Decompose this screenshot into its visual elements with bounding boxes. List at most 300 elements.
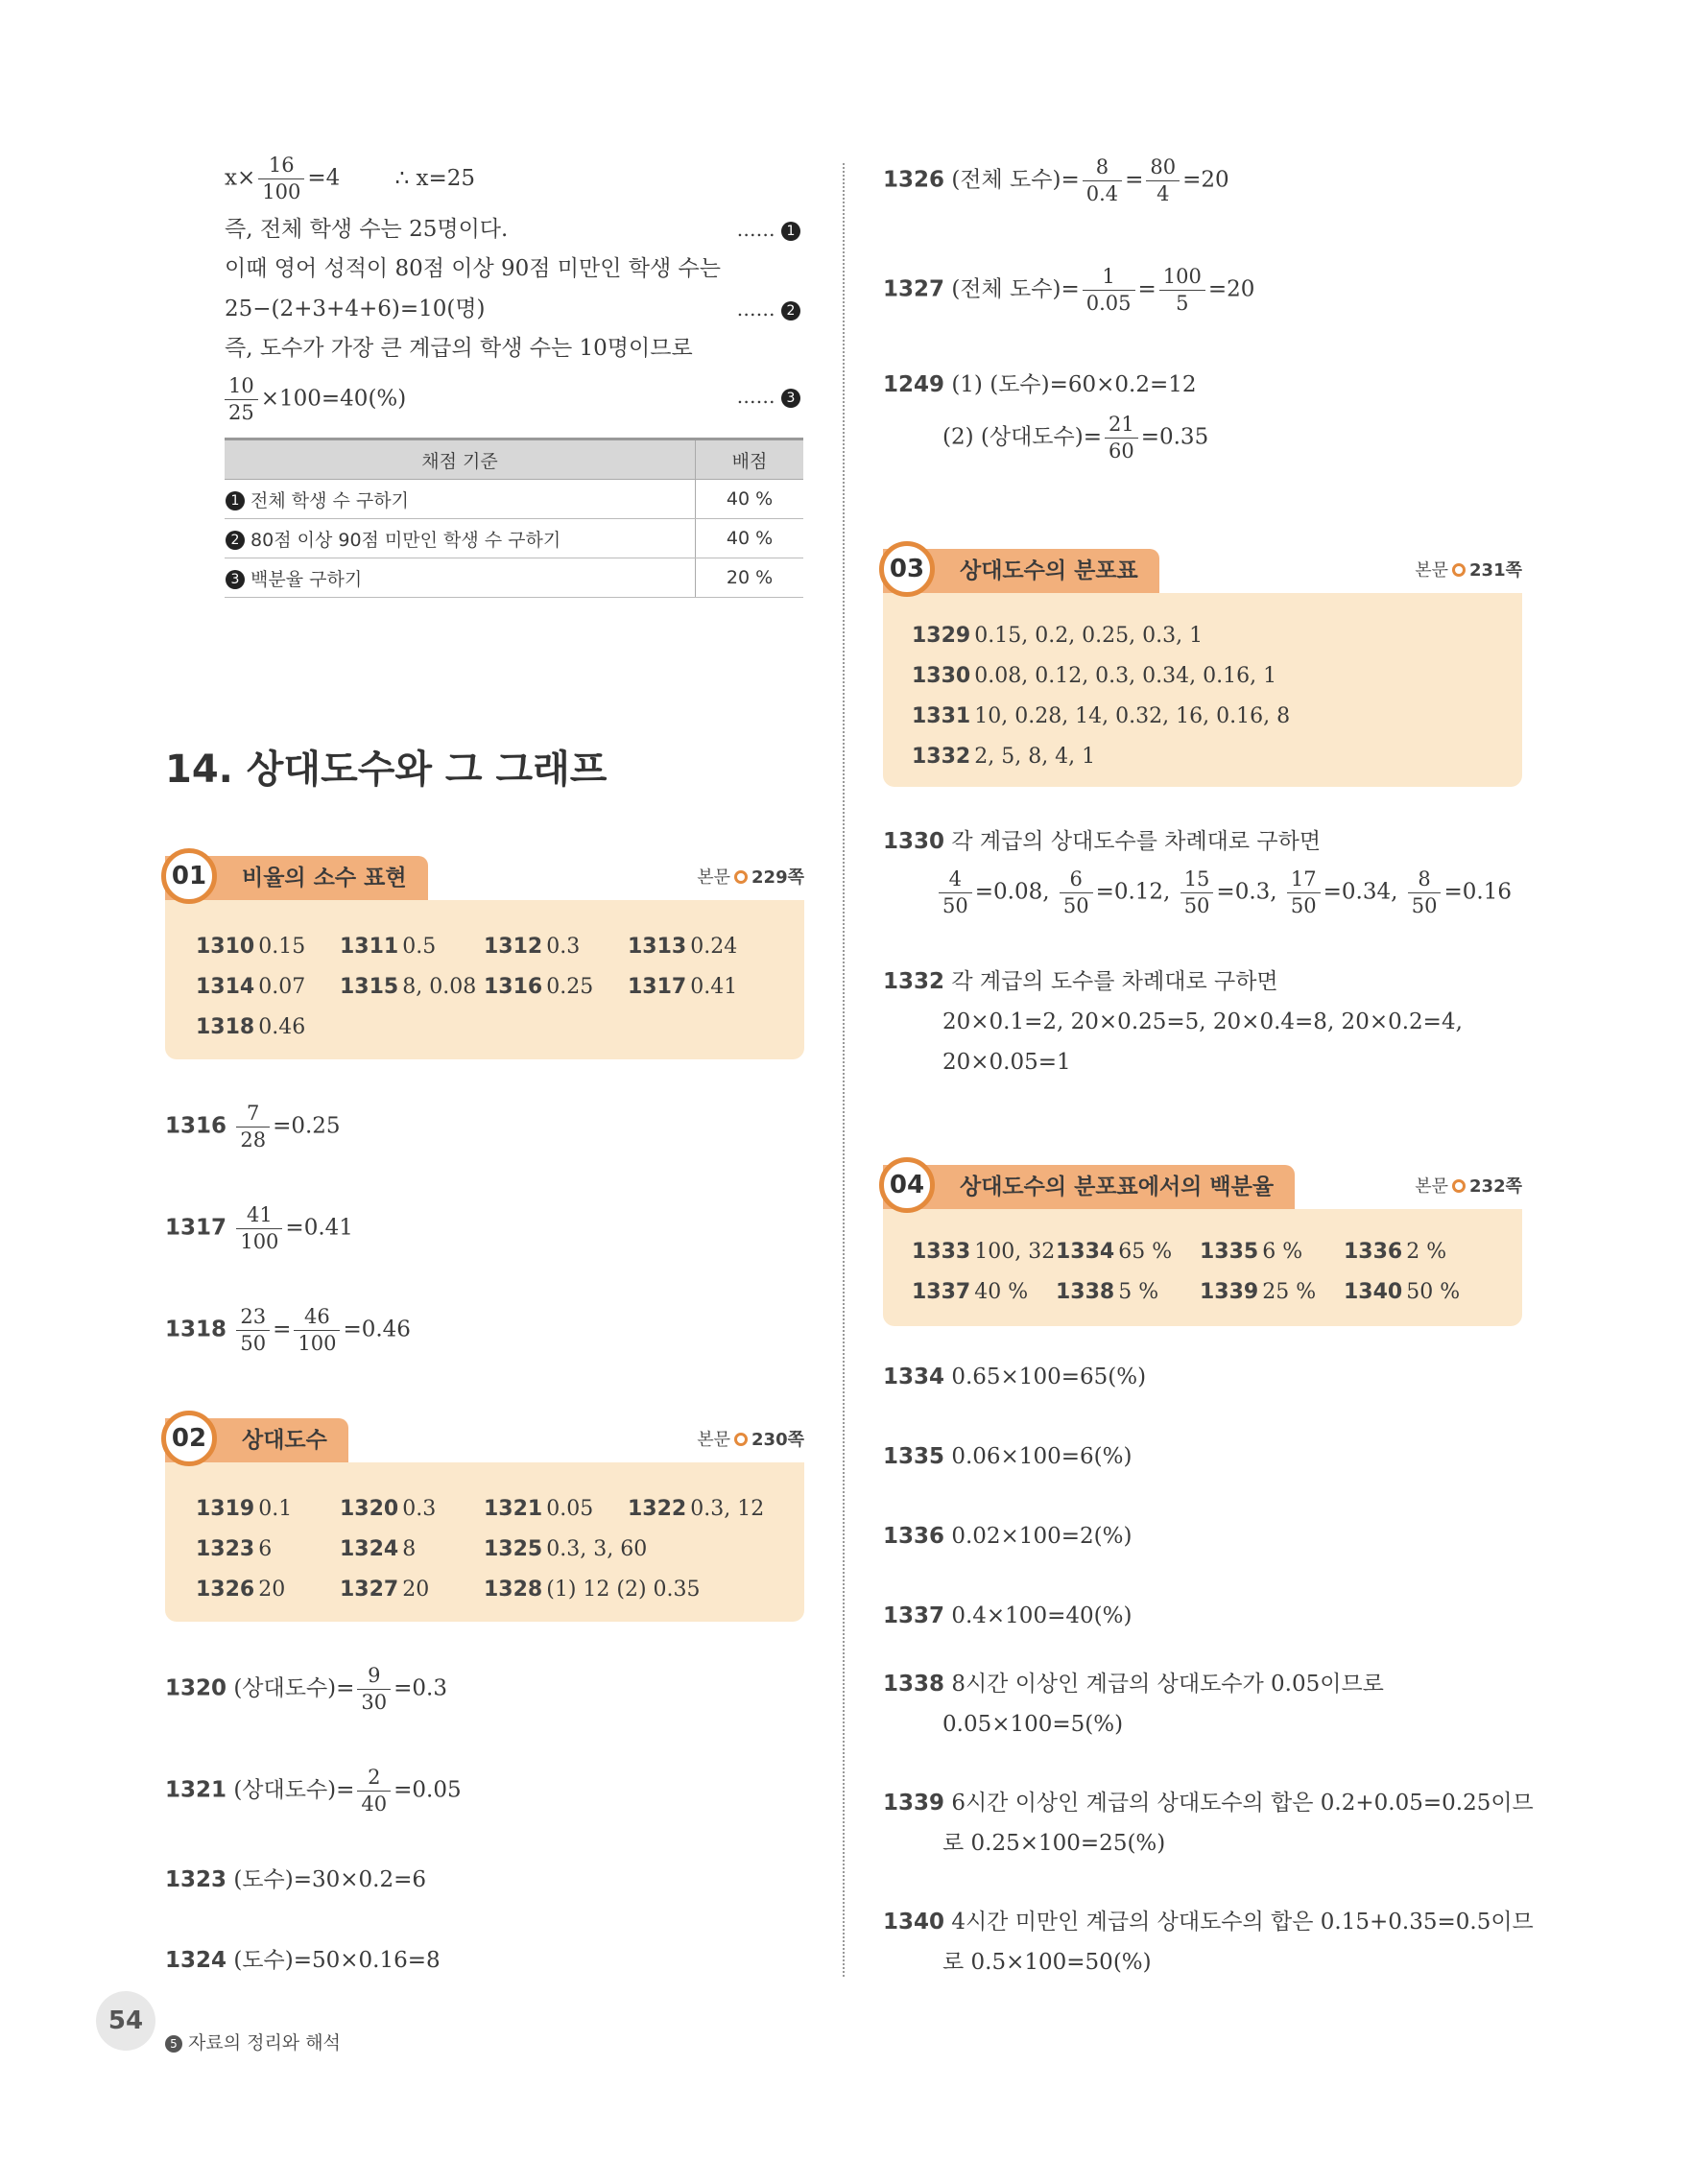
answer-value: 100, 32 xyxy=(974,1240,1056,1264)
answer-item xyxy=(484,1497,593,1521)
problem-number: 1316 xyxy=(484,975,543,999)
answer-item xyxy=(912,704,1290,728)
fraction xyxy=(1083,157,1122,204)
answer-value: 8 xyxy=(402,1537,417,1561)
problem-number: 1310 xyxy=(196,935,255,959)
answer-item xyxy=(912,664,1276,688)
page-reference xyxy=(697,1426,804,1451)
answer-value: 20 xyxy=(402,1578,430,1602)
answer-value: 0.46 xyxy=(258,1015,306,1039)
answer-value: 0.24 xyxy=(690,935,738,959)
expr: =0.3 xyxy=(393,1675,448,1701)
section-title: 상대도수 xyxy=(165,1418,348,1462)
ref-label: 본문 xyxy=(1415,560,1449,581)
solution-1338 xyxy=(883,1664,1384,1704)
answer-value: 0.25 xyxy=(546,975,594,999)
section-badge: 01 xyxy=(161,848,217,904)
answer-value: 0.3 xyxy=(402,1497,437,1521)
section-badge: 03 xyxy=(879,541,935,597)
solution-1323 xyxy=(165,1860,426,1900)
expr: = xyxy=(273,1317,292,1342)
section-title: 상대도수의 분포표에서의 백분율 xyxy=(883,1165,1295,1209)
problem-number: 1311 xyxy=(340,935,399,959)
answer-value: 0.07 xyxy=(258,975,306,999)
denominator: 50 xyxy=(1290,894,1317,917)
page-reference xyxy=(1415,557,1522,582)
page-reference xyxy=(697,864,804,889)
criterion: 전체 학생 수 구하기 xyxy=(250,489,409,511)
answer-value: 0.1 xyxy=(258,1497,293,1521)
fraction xyxy=(1287,869,1321,916)
expr: =0.34, xyxy=(1323,879,1398,905)
solution-1317 xyxy=(165,1205,353,1252)
denominator: 50 xyxy=(240,1332,267,1355)
answer-value: 25 % xyxy=(1262,1280,1317,1304)
answer-item xyxy=(196,1537,272,1561)
expr: 로 0.5×100=50(%) xyxy=(942,1950,1152,1975)
problem-number: 1317 xyxy=(165,1215,227,1241)
points: 40 % xyxy=(696,480,804,519)
table-row xyxy=(225,519,803,558)
numerator: 100 xyxy=(1159,267,1205,291)
ref-label: 본문 xyxy=(1415,1176,1449,1197)
problem-number: 1315 xyxy=(340,975,399,999)
answer-value: 10, 0.28, 14, 0.32, 16, 0.16, 8 xyxy=(974,704,1291,728)
answer-item xyxy=(484,975,593,999)
column-divider xyxy=(843,163,845,1977)
arrow-icon xyxy=(1452,1179,1466,1193)
solution-1321 xyxy=(165,1768,462,1815)
page-reference xyxy=(1415,1173,1522,1198)
solution-line xyxy=(225,249,721,289)
text: 25−(2+3+4+6)=10(명) xyxy=(225,297,486,321)
denominator: 5 xyxy=(1176,292,1189,315)
problem-number: 1316 xyxy=(165,1113,227,1139)
dots: …… xyxy=(736,385,775,408)
expr: =4 xyxy=(307,165,341,191)
expr: (도수)=50×0.16=8 xyxy=(233,1948,441,1973)
answer-item xyxy=(912,1240,1055,1264)
text: 8시간 이상인 계급의 상대도수가 0.05이므로 xyxy=(951,1672,1384,1697)
answer-box xyxy=(883,1209,1522,1326)
problem-number: 1326 xyxy=(883,167,945,193)
denominator: 4 xyxy=(1156,182,1170,205)
points: 20 % xyxy=(696,558,804,598)
text: 4시간 미만인 계급의 상대도수의 합은 0.15+0.35=0.5이므 xyxy=(951,1910,1534,1935)
fraction xyxy=(357,1666,391,1713)
fraction xyxy=(1060,869,1093,916)
answer-item xyxy=(340,935,436,959)
expr: ∴ x=25 xyxy=(394,165,476,191)
answer-value: 0.3, 12 xyxy=(690,1497,765,1521)
answer-item xyxy=(912,1280,1028,1304)
solution-1249-part2 xyxy=(942,415,1208,462)
ref-page: 230쪽 xyxy=(751,1430,804,1450)
fraction xyxy=(294,1307,340,1354)
dots: …… xyxy=(736,297,775,320)
solution-line xyxy=(225,209,800,249)
problem-number: 1313 xyxy=(628,935,687,959)
expr: = xyxy=(1137,276,1156,302)
problem-number: 1340 xyxy=(1344,1280,1403,1304)
numerator: 23 xyxy=(236,1307,270,1331)
numerator: 16 xyxy=(258,155,304,179)
problem-number: 1312 xyxy=(484,935,543,959)
problem-number: 1333 xyxy=(912,1240,971,1264)
answer-item xyxy=(484,1578,701,1602)
problem-number: 1324 xyxy=(340,1537,399,1561)
fraction xyxy=(258,155,304,202)
numerator: 15 xyxy=(1180,869,1214,893)
problem-number: 1332 xyxy=(912,745,971,769)
section-badge: 04 xyxy=(879,1157,935,1213)
expr: =0.16 xyxy=(1443,879,1512,905)
answer-item xyxy=(628,1497,764,1521)
numerator: 80 xyxy=(1146,157,1180,181)
text: 이때 영어 성적이 80점 이상 90점 미만인 학생 수는 xyxy=(225,256,721,281)
points: 40 % xyxy=(696,519,804,558)
problem-number: 1320 xyxy=(165,1675,227,1701)
problem-number: 1328 xyxy=(484,1578,543,1602)
problem-number: 1338 xyxy=(1056,1280,1115,1304)
expr: (상대도수)= xyxy=(233,1777,355,1803)
solution-1324 xyxy=(165,1940,441,1981)
problem-number: 1321 xyxy=(484,1497,543,1521)
criterion: 80점 이상 90점 미만인 학생 수 구하기 xyxy=(250,529,561,551)
solution-1332-line2 xyxy=(942,1002,1463,1042)
answer-item xyxy=(1344,1240,1446,1264)
problem-number: 1317 xyxy=(628,975,687,999)
answer-item xyxy=(340,1497,436,1521)
mark-2-icon: 2 xyxy=(226,531,245,550)
numerator: 41 xyxy=(236,1205,282,1229)
solution-1334 xyxy=(883,1357,1146,1397)
solution-1339-line2 xyxy=(942,1823,1165,1864)
criterion: 백분율 구하기 xyxy=(250,568,363,590)
numerator: 7 xyxy=(236,1104,270,1128)
solution-line xyxy=(225,376,800,423)
numerator: 10 xyxy=(225,376,258,400)
solution-1327 xyxy=(883,267,1254,314)
answer-value: 0.41 xyxy=(690,975,738,999)
answer-value: 20 xyxy=(258,1578,286,1602)
answer-value: 65 % xyxy=(1118,1240,1173,1264)
numerator: 2 xyxy=(357,1768,391,1792)
solution-1337 xyxy=(883,1596,1132,1636)
section-title: 상대도수의 분포표 xyxy=(883,549,1159,593)
answer-value: 0.05 xyxy=(546,1497,594,1521)
problem-number: 1337 xyxy=(883,1603,945,1628)
mark-3-icon: 3 xyxy=(781,389,800,408)
fraction xyxy=(1105,415,1138,462)
solution-line xyxy=(225,289,800,329)
answer-item xyxy=(1056,1280,1158,1304)
chapter-footer xyxy=(165,2029,341,2054)
problem-number: 1332 xyxy=(883,969,945,994)
problem-number: 1323 xyxy=(165,1867,227,1892)
denominator: 0.05 xyxy=(1085,292,1132,315)
denominator: 30 xyxy=(361,1691,388,1714)
problem-number: 1339 xyxy=(883,1791,945,1816)
denominator: 28 xyxy=(240,1128,267,1151)
problem-number: 1335 xyxy=(1200,1240,1259,1264)
answer-value: 0.3 xyxy=(546,935,581,959)
problem-number: 1330 xyxy=(883,829,945,854)
expr: = xyxy=(1125,167,1144,193)
problem-number: 1329 xyxy=(912,624,971,648)
expr: 0.06×100=6(%) xyxy=(951,1444,1133,1469)
fraction xyxy=(1083,267,1135,314)
section-title: 비율의 소수 표현 xyxy=(165,856,428,900)
solution-line xyxy=(225,155,475,202)
numerator: 21 xyxy=(1105,415,1138,439)
answer-item xyxy=(340,1537,416,1561)
expr: (상대도수)= xyxy=(233,1675,355,1701)
answer-value: 0.15 xyxy=(258,935,306,959)
section-03 xyxy=(883,549,1522,787)
solution-1249 xyxy=(883,365,1197,405)
expr: x× xyxy=(225,165,256,191)
numerator: 9 xyxy=(357,1666,391,1690)
expr: (1) (도수)=60×0.2=12 xyxy=(951,372,1197,397)
problem-number: 1325 xyxy=(484,1537,543,1561)
problem-number: 1327 xyxy=(883,276,945,302)
answer-value: 6 % xyxy=(1262,1240,1303,1264)
fraction xyxy=(1408,869,1442,916)
header-criterion: 채점 기준 xyxy=(225,439,696,480)
fraction xyxy=(236,1104,270,1151)
problem-number: 1340 xyxy=(883,1910,945,1935)
solution-1330-values xyxy=(939,869,1512,916)
denominator: 50 xyxy=(942,894,968,917)
answer-item xyxy=(912,624,1203,648)
expr: 20×0.1=2, 20×0.25=5, 20×0.4=8, 20×0.2=4, xyxy=(942,1009,1463,1034)
dots: …… xyxy=(736,218,775,241)
ref-page: 232쪽 xyxy=(1469,1176,1522,1197)
chapter-title: 14. 상대도수와 그 그래프 xyxy=(165,748,608,792)
denominator: 100 xyxy=(262,180,301,203)
ref-page: 231쪽 xyxy=(1469,560,1522,581)
text: 각 계급의 도수를 차례대로 구하면 xyxy=(951,969,1278,994)
expr: (전체 도수)= xyxy=(951,276,1080,302)
answer-value: 2, 5, 8, 4, 1 xyxy=(974,745,1096,769)
solution-1332-line3 xyxy=(942,1042,1071,1082)
expr: (전체 도수)= xyxy=(951,167,1080,193)
expr: =0.46 xyxy=(343,1317,411,1342)
problem-number: 1314 xyxy=(196,975,255,999)
answer-value: 50 % xyxy=(1406,1280,1461,1304)
numerator: 6 xyxy=(1060,869,1093,893)
arrow-icon xyxy=(734,1433,748,1446)
answer-value: 6 xyxy=(258,1537,273,1561)
expr: =20 xyxy=(1207,276,1255,302)
answer-item xyxy=(484,935,580,959)
expr: 로 0.25×100=25(%) xyxy=(942,1831,1166,1856)
solution-1339 xyxy=(883,1783,1534,1823)
answer-item xyxy=(340,1578,429,1602)
problem-number: 1319 xyxy=(196,1497,255,1521)
answer-item xyxy=(196,935,305,959)
answer-item xyxy=(628,935,737,959)
text: 즉, 전체 학생 수는 25명이다. xyxy=(225,217,509,242)
expr: 20×0.05=1 xyxy=(942,1050,1071,1075)
problem-number: 1337 xyxy=(912,1280,971,1304)
table-row xyxy=(225,558,803,598)
answer-value: 5 % xyxy=(1118,1280,1159,1304)
table-row xyxy=(225,480,803,519)
problem-number: 1334 xyxy=(883,1365,945,1389)
expr: =0.12, xyxy=(1095,879,1171,905)
problem-number: 1320 xyxy=(340,1497,399,1521)
solution-1335 xyxy=(883,1436,1132,1477)
expr: =0.08, xyxy=(974,879,1050,905)
expr: (도수)=30×0.2=6 xyxy=(233,1867,427,1892)
numerator: 1 xyxy=(1083,267,1135,291)
answer-value: 0.08, 0.12, 0.3, 0.34, 0.16, 1 xyxy=(974,664,1277,688)
answer-item xyxy=(1056,1240,1172,1264)
answer-value: 0.15, 0.2, 0.25, 0.3, 1 xyxy=(974,624,1204,648)
expr: =0.35 xyxy=(1140,424,1209,450)
section-badge: 02 xyxy=(161,1411,217,1466)
problem-number: 1335 xyxy=(883,1444,945,1469)
arrow-icon xyxy=(1452,563,1466,577)
answer-item xyxy=(196,1497,292,1521)
answer-item xyxy=(196,1578,285,1602)
denominator: 25 xyxy=(228,401,254,424)
problem-number: 1321 xyxy=(165,1777,227,1803)
mark-1-icon: 1 xyxy=(226,491,245,510)
answer-item xyxy=(196,1015,305,1039)
arrow-icon xyxy=(734,870,748,884)
problem-number: 1326 xyxy=(196,1578,255,1602)
ref-label: 본문 xyxy=(697,867,731,888)
answer-item xyxy=(196,975,305,999)
fraction xyxy=(939,869,972,916)
problem-number: 1249 xyxy=(883,372,945,397)
solution-1340 xyxy=(883,1902,1534,1942)
solution-line xyxy=(225,328,693,368)
numerator: 8 xyxy=(1083,157,1122,181)
numerator: 17 xyxy=(1287,869,1321,893)
mark-1-icon: 1 xyxy=(781,222,800,241)
problem-number: 1338 xyxy=(883,1672,945,1697)
denominator: 60 xyxy=(1108,439,1134,463)
denominator: 40 xyxy=(361,1792,388,1816)
numerator: 4 xyxy=(939,869,972,893)
denominator: 50 xyxy=(1183,894,1210,917)
numerator: 8 xyxy=(1408,869,1442,893)
mark-3-icon: 3 xyxy=(226,570,245,589)
problem-number: 1336 xyxy=(883,1524,945,1549)
fraction xyxy=(236,1205,282,1252)
problem-number: 1318 xyxy=(196,1015,255,1039)
problem-number: 1322 xyxy=(628,1497,687,1521)
fraction xyxy=(1180,869,1214,916)
fraction xyxy=(236,1307,270,1354)
problem-number: 1334 xyxy=(1056,1240,1115,1264)
fraction xyxy=(1159,267,1205,314)
answer-item xyxy=(484,1537,647,1561)
solution-1330 xyxy=(883,821,1321,862)
section-02 xyxy=(165,1418,804,1622)
expr: =20 xyxy=(1182,167,1229,193)
problem-number: 1324 xyxy=(165,1948,227,1973)
solution-1326 xyxy=(883,157,1229,204)
expr: =0.25 xyxy=(273,1113,341,1139)
section-01 xyxy=(165,856,804,1059)
problem-number: 1318 xyxy=(165,1317,227,1342)
answer-item xyxy=(340,975,476,999)
problem-number: 1339 xyxy=(1200,1280,1259,1304)
answer-item xyxy=(628,975,737,999)
denominator: 0.4 xyxy=(1085,182,1119,205)
answer-value: (1) 12 (2) 0.35 xyxy=(546,1578,701,1602)
fraction xyxy=(225,376,258,423)
mark-2-icon: 2 xyxy=(781,301,800,320)
expr: =0.41 xyxy=(285,1215,353,1241)
answer-value: 0.3, 3, 60 xyxy=(546,1537,648,1561)
denominator: 100 xyxy=(240,1230,279,1253)
answer-item xyxy=(1200,1240,1302,1264)
problem-number: 1331 xyxy=(912,704,971,728)
denominator: 50 xyxy=(1062,894,1089,917)
problem-number: 1336 xyxy=(1344,1240,1403,1264)
solution-1320 xyxy=(165,1666,447,1713)
text: 즉, 도수가 가장 큰 계급의 학생 수는 10명이므로 xyxy=(225,336,693,361)
scoring-table xyxy=(225,438,803,598)
text: 각 계급의 상대도수를 차례대로 구하면 xyxy=(951,829,1322,854)
solution-1338-line2 xyxy=(942,1704,1123,1745)
fraction xyxy=(1146,157,1180,204)
solution-1316 xyxy=(165,1104,341,1151)
denominator: 50 xyxy=(1411,894,1438,917)
expr: 0.05×100=5(%) xyxy=(942,1712,1124,1737)
expr: (2) (상대도수)= xyxy=(942,424,1102,450)
ref-label: 본문 xyxy=(697,1430,731,1450)
header-points: 배점 xyxy=(696,439,804,480)
problem-number: 1323 xyxy=(196,1537,255,1561)
answer-value: 40 % xyxy=(974,1280,1029,1304)
denominator: 100 xyxy=(298,1332,337,1355)
expr: =0.05 xyxy=(393,1777,462,1803)
fraction xyxy=(357,1768,391,1815)
answer-value: 8, 0.08 xyxy=(402,975,477,999)
answer-item xyxy=(1200,1280,1316,1304)
solution-1336 xyxy=(883,1516,1132,1556)
answer-value: 2 % xyxy=(1406,1240,1447,1264)
chapter-number-icon: 5 xyxy=(165,2035,182,2053)
answer-value: 0.5 xyxy=(402,935,437,959)
expr: 0.4×100=40(%) xyxy=(951,1603,1133,1628)
solution-1332 xyxy=(883,961,1278,1002)
expr: =0.3, xyxy=(1216,879,1277,905)
page-number: 54 xyxy=(96,1991,155,2051)
solution-1340-line2 xyxy=(942,1942,1152,1982)
text: 6시간 이상인 계급의 상대도수의 합은 0.2+0.05=0.25이므 xyxy=(951,1791,1534,1816)
section-04 xyxy=(883,1165,1522,1326)
expr: 0.02×100=2(%) xyxy=(951,1524,1133,1549)
problem-number: 1330 xyxy=(912,664,971,688)
expr: 0.65×100=65(%) xyxy=(951,1365,1147,1389)
numerator: 46 xyxy=(294,1307,340,1331)
answer-item xyxy=(912,745,1095,769)
expr: ×100=40(%) xyxy=(260,386,407,412)
problem-number: 1327 xyxy=(340,1578,399,1602)
answer-item xyxy=(1344,1280,1460,1304)
chapter-name: 자료의 정리와 해석 xyxy=(188,2032,341,2053)
solution-1318 xyxy=(165,1307,411,1354)
ref-page: 229쪽 xyxy=(751,867,804,888)
